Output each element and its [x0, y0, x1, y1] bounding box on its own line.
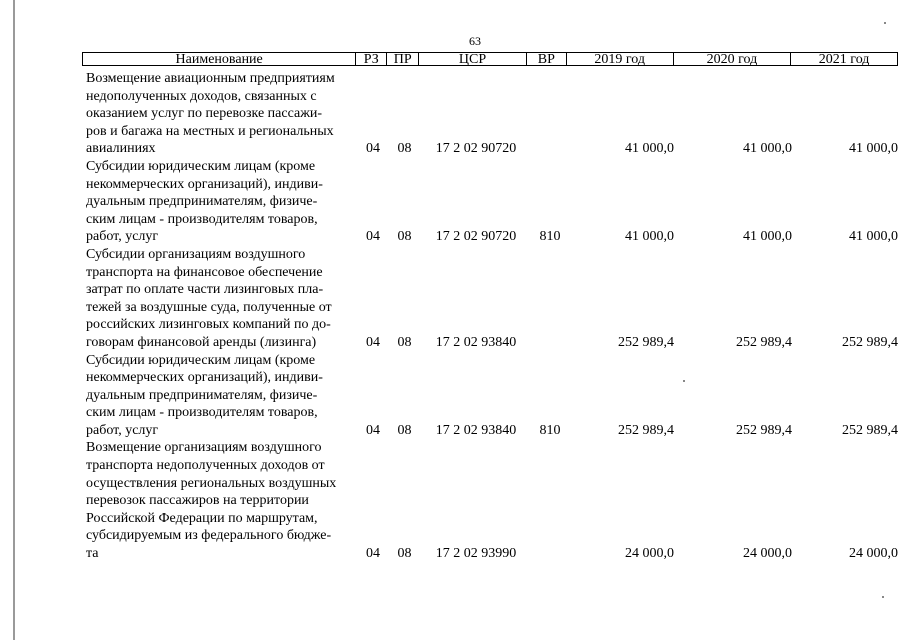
table-row — [86, 158, 898, 246]
row-name: Субсидии юридическим лицам (кроме некоммерческих организаций), индиви- дуальным предпринимателям, физиче- ским лицам - производителям товаров, работ, услуг — [86, 352, 323, 438]
row-pr: 08 — [397, 422, 412, 438]
row-2019: 41 000,0 — [625, 229, 674, 245]
row-name: Возмещение авиационным предприятиям недополученных доходов, связанных с оказанием услуг по перевозке пассажи- ров и багажа на местных и региональных авиалиниях — [86, 71, 335, 157]
row-2021: 24 000,0 — [849, 546, 898, 562]
header-rz: РЗ — [355, 53, 386, 65]
page-left-edge — [13, 0, 15, 640]
row-vr: 810 — [539, 229, 561, 245]
header-vr: ВР — [526, 53, 566, 65]
header-2021: 2021 год — [790, 53, 897, 65]
scan-speck — [882, 596, 884, 598]
table-row — [86, 246, 898, 352]
table-row — [86, 439, 898, 562]
row-csr: 17 2 02 93840 — [435, 422, 517, 438]
table-header — [82, 52, 898, 66]
row-2020: 41 000,0 — [743, 229, 792, 245]
row-2019: 24 000,0 — [625, 546, 674, 562]
header-name: Наименование — [175, 52, 263, 67]
row-pr: 08 — [397, 229, 412, 245]
row-2019: 252 989,4 — [618, 334, 674, 350]
row-csr: 17 2 02 90720 — [435, 141, 517, 157]
row-rz: 04 — [366, 422, 380, 438]
table-row — [86, 352, 898, 440]
scan-speck — [683, 380, 685, 382]
row-vr: 810 — [539, 422, 561, 438]
row-csr: 17 2 02 93840 — [435, 334, 517, 350]
row-rz: 04 — [366, 141, 380, 157]
row-pr: 08 — [397, 141, 412, 157]
row-rz: 04 — [366, 229, 380, 245]
row-2019: 252 989,4 — [618, 422, 674, 438]
table-body — [86, 70, 898, 563]
row-2021: 252 989,4 — [842, 422, 898, 438]
row-2020: 41 000,0 — [743, 141, 792, 157]
header-csr: ЦСР — [418, 53, 526, 65]
row-2021: 41 000,0 — [849, 229, 898, 245]
row-pr: 08 — [397, 546, 412, 562]
row-name: Субсидии организациям воздушного транспорта на финансовое обеспечение затрат по оплате части лизинговых пла- тежей за воздушные суда, полученные от российских лизинговых компаний по до- говорам финансовой аренды (лизинга) — [86, 246, 332, 350]
header-pr: ПР — [386, 53, 418, 65]
scan-speck — [884, 22, 886, 24]
row-2019: 41 000,0 — [625, 141, 674, 157]
table-row — [86, 70, 898, 158]
row-2020: 24 000,0 — [743, 546, 792, 562]
row-rz: 04 — [366, 334, 380, 350]
row-csr: 17 2 02 93990 — [435, 546, 517, 562]
row-pr: 08 — [397, 334, 412, 350]
row-name: Возмещение организациям воздушного транспорта недополученных доходов от осуществления региональных воздушных перевозок пассажиров на территории Российской Федерации по маршрутам, субсидируемым из федерального бюдже- та — [86, 440, 337, 562]
row-2021: 252 989,4 — [842, 334, 898, 350]
row-2020: 252 989,4 — [736, 334, 792, 350]
row-rz: 04 — [366, 546, 380, 562]
header-2019: 2019 год — [566, 53, 673, 65]
header-2020: 2020 год — [673, 53, 791, 65]
row-2021: 41 000,0 — [849, 141, 898, 157]
row-name: Субсидии юридическим лицам (кроме некоммерческих организаций), индиви- дуальным предпринимателям, физиче- ским лицам - производителям товаров, работ, услуг — [86, 158, 323, 245]
page-number: 63 — [469, 34, 481, 48]
row-csr: 17 2 02 90720 — [435, 229, 517, 245]
row-2020: 252 989,4 — [736, 422, 792, 438]
